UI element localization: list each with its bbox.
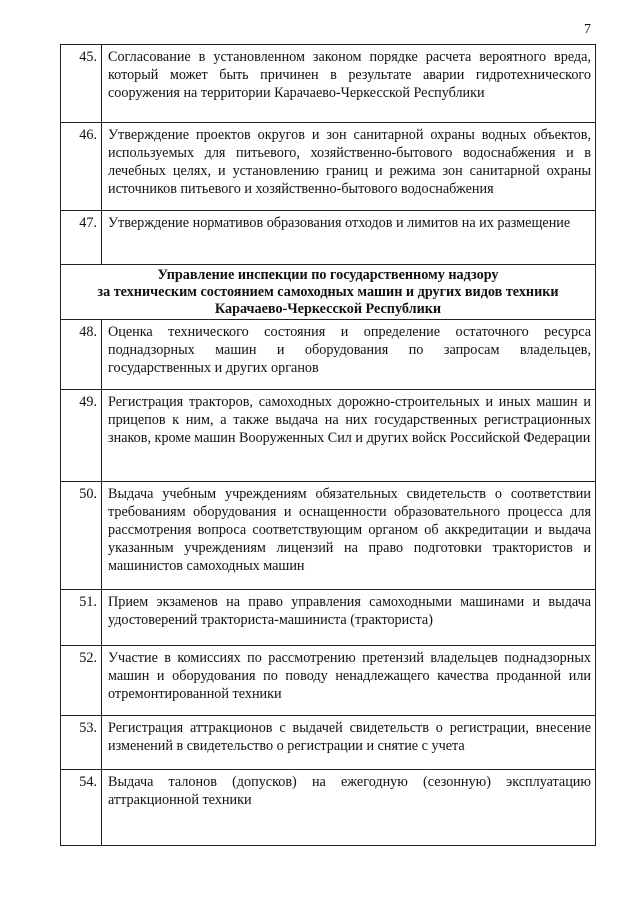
row-text: Выдача талонов (допусков) на ежегодную (сезонную) эксплуатацию аттракционной техники <box>102 770 596 846</box>
row-text: Выдача учебным учреждениям обязательных свидетельств о соответствии требованиям оборудования и оснащенности образовательного процесса для рассмотрения вопроса соответствующим органом об аккредитации и выдача указанным учреждениям лицензий на право подготовки трактористов и машинистов самоходных машин <box>102 482 596 590</box>
section-heading <box>61 265 596 320</box>
row-text: Согласование в установленном законом порядке расчета вероятного вреда, который может быть причинен в результате аварии гидротехнического сооружения на территории Карачаево-Черкесской Республики <box>102 45 596 123</box>
row-text: Регистрация тракторов, самоходных дорожно-строительных и иных машин и прицепов к ним, а также выдача на них государственных регистрационных знаков, кроме машин Вооруженных Сил и других войск Российской Федерации <box>102 390 596 482</box>
table-row <box>61 646 596 716</box>
table-row <box>61 211 596 265</box>
table-row <box>61 716 596 770</box>
row-number: 48. <box>61 320 102 390</box>
functions-table <box>60 44 596 846</box>
row-number: 51. <box>61 590 102 646</box>
row-number: 50. <box>61 482 102 590</box>
table-row <box>61 123 596 211</box>
row-text: Оценка технического состояния и определение остаточного ресурса поднадзорных машин и оборудования по запросам владельцев, государственных и других органов <box>102 320 596 390</box>
table-row <box>61 482 596 590</box>
row-number: 45. <box>61 45 102 123</box>
section-heading-line: за техническим состоянием самоходных машин и других видов техники <box>97 284 559 300</box>
table-row <box>61 770 596 846</box>
row-text: Утверждение нормативов образования отходов и лимитов на их размещение <box>102 211 596 265</box>
table-row <box>61 390 596 482</box>
section-heading-row <box>61 265 596 320</box>
section-heading-line: Карачаево-Черкесской Республики <box>214 301 442 317</box>
table-row <box>61 45 596 123</box>
row-text: Участие в комиссиях по рассмотрению претензий владельцев поднадзорных машин и оборудования по поводу ненадлежащего качества проданной или отремонтированной техники <box>102 646 596 716</box>
row-number: 53. <box>61 716 102 770</box>
row-text: Утверждение проектов округов и зон санитарной охраны водных объектов, используемых для питьевого, хозяйственно-бытового водоснабжения и в лечебных целях, и установлению границ и режима зон санитарной охраны источников питьевого и хозяйственно-бытового водоснабжения <box>102 123 596 211</box>
row-number: 47. <box>61 211 102 265</box>
row-text: Регистрация аттракционов с выдачей свидетельств о регистрации, внесение изменений в свидетельство о регистрации и снятие с учета <box>102 716 596 770</box>
row-number: 52. <box>61 646 102 716</box>
page-number: 7 <box>584 22 591 37</box>
row-number: 54. <box>61 770 102 846</box>
row-number: 49. <box>61 390 102 482</box>
row-text: Прием экзаменов на право управления самоходными машинами и выдача удостоверений тракториста-машиниста (тракториста) <box>102 590 596 646</box>
table-row <box>61 320 596 390</box>
section-heading-line: Управление инспекции по государственному надзору <box>157 267 499 283</box>
table-row <box>61 590 596 646</box>
row-number: 46. <box>61 123 102 211</box>
